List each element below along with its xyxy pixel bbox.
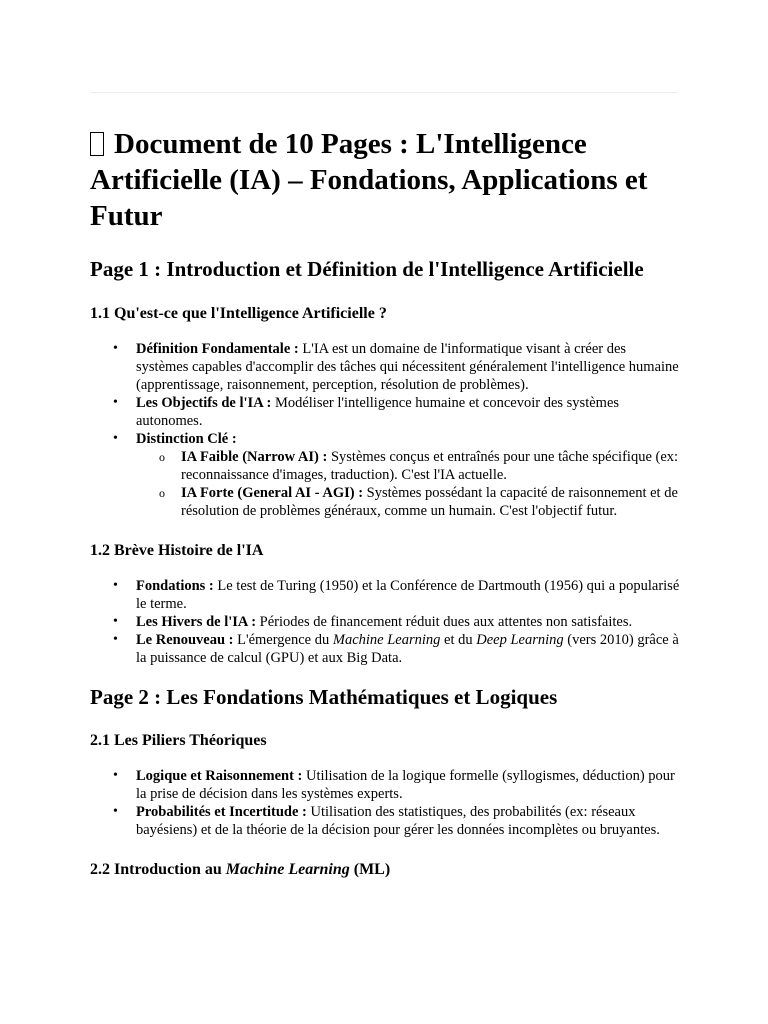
- item-term: Les Hivers de l'IA :: [136, 614, 257, 630]
- item-text: Utilisation des statistiques, des probabilités (ex: réseaux bayésiens) et de la théorie de la décision pour gérer les données incomplètes ou bruyantes.: [136, 804, 660, 838]
- list-item: [90, 613, 680, 631]
- item-term: IA Forte (General AI - AGI) :: [181, 485, 364, 501]
- list-item: [90, 631, 680, 667]
- page1-heading: Page 1 : Introduction et Définition de l'Intelligence Artificielle: [90, 257, 644, 281]
- item-text: Modéliser l'intelligence humaine et concevoir des systèmes autonomes.: [136, 395, 620, 429]
- item-text: Utilisation de la logique formelle (syllogismes, déduction) pour la prise de décision dans les systèmes experts.: [136, 768, 675, 802]
- page2-heading: Page 2 : Les Fondations Mathématiques et Logiques: [90, 685, 558, 709]
- item-text: Le test de Turing (1950) et la Conférence de Dartmouth (1956) qui a popularisé le terme.: [136, 578, 680, 612]
- list-item: [90, 803, 680, 839]
- item-term: Les Objectifs de l'IA :: [136, 395, 272, 411]
- section-1-2-list: [90, 577, 680, 667]
- item-emphasis: Machine Learning: [332, 632, 441, 648]
- item-text: L'émergence du: [233, 632, 333, 648]
- list-item: [90, 394, 680, 430]
- item-emphasis: Deep Learning: [476, 632, 564, 648]
- document-content: [90, 126, 680, 880]
- list-item: [90, 577, 680, 613]
- list-item: [90, 767, 680, 803]
- list-item: [90, 340, 680, 394]
- item-term: Distinction Clé :: [136, 431, 237, 447]
- section-2-1-heading: 2.1 Les Piliers Théoriques: [90, 732, 267, 749]
- item-text: Systèmes conçus et entraînés pour une tâche spécifique (ex: reconnaissance d'images, traduction). C'est l'IA actuelle.: [181, 449, 679, 483]
- item-term: Fondations :: [136, 578, 214, 594]
- item-text: Périodes de financement réduit dues aux attentes non satisfaites.: [256, 614, 633, 630]
- sublist-item: [136, 448, 680, 484]
- section-1-1-list: [90, 340, 680, 520]
- item-term: Définition Fondamentale :: [136, 341, 299, 357]
- item-term: Le Renouveau :: [136, 632, 234, 648]
- section-2-2-heading: [90, 860, 680, 880]
- section-2-1-list: [90, 767, 680, 839]
- item-text: Systèmes possédant la capacité de raisonnement et de résolution de problèmes généraux, comme un humain. C'est l'objectif futur.: [181, 485, 678, 519]
- item-text: (vers 2010) grâce à la puissance de calcul (GPU) et aux Big Data.: [136, 632, 679, 666]
- item-term: IA Faible (Narrow AI) :: [181, 449, 328, 465]
- top-divider: [90, 92, 678, 93]
- section-1-2-heading: 1.2 Brève Histoire de l'IA: [90, 542, 264, 559]
- section-1-1-heading: 1.1 Qu'est-ce que l'Intelligence Artificielle ?: [90, 305, 387, 322]
- item-term: Probabilités et Incertitude :: [136, 804, 307, 820]
- sublist-item: [136, 484, 680, 520]
- heading-emphasis: Machine Learning: [225, 861, 350, 878]
- item-text: et du: [440, 632, 477, 648]
- item-term: Logique et Raisonnement :: [136, 768, 303, 784]
- heading-text: (ML): [349, 861, 391, 878]
- missing-glyph-icon: [90, 132, 104, 156]
- document-title-text: Document de 10 Pages : L'Intelligence Artificielle (IA) – Fondations, Applications et Futur: [90, 128, 648, 232]
- distinction-sublist: [136, 448, 680, 520]
- item-text: L'IA est un domaine de l'informatique visant à créer des systèmes capables d'accomplir des tâches qui nécessitent généralement l'intelligence humaine (apprentissage, raisonnement, perception, résolution de problèmes).: [136, 341, 679, 393]
- document-title: [90, 126, 680, 234]
- heading-text: 2.2 Introduction au: [90, 861, 226, 878]
- list-item: [90, 430, 680, 520]
